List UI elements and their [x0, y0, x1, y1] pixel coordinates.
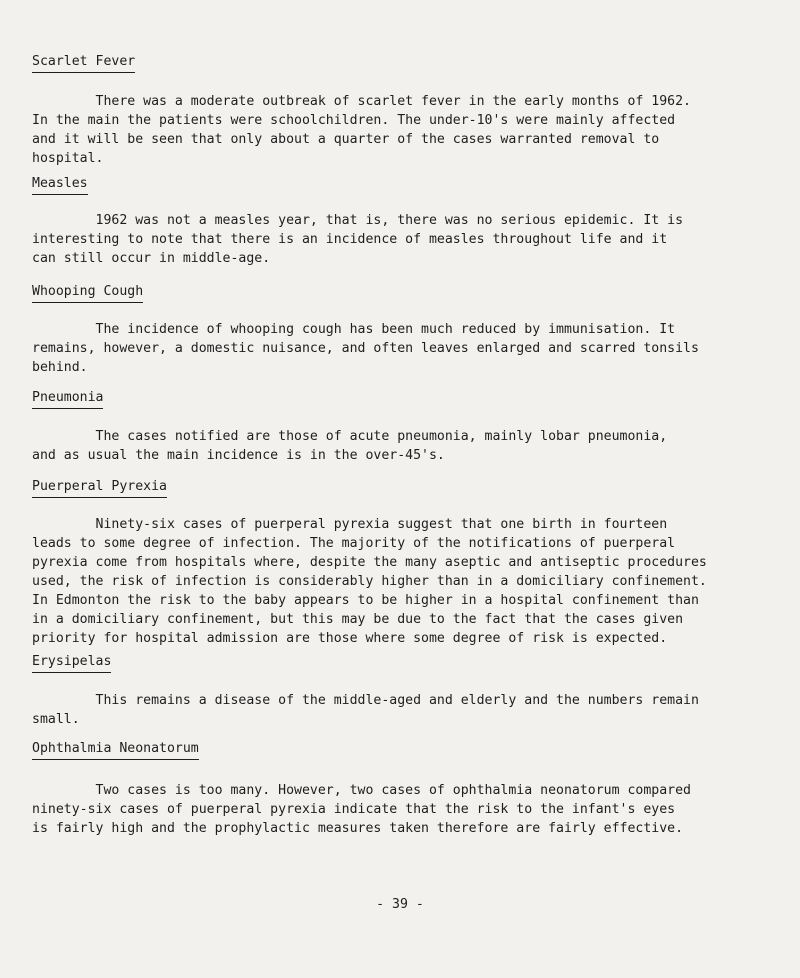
text-line: remains, however, a domestic nuisance, and often leaves enlarged and scarred tonsils: [32, 341, 699, 356]
text-line: The incidence of whooping cough has been much reduced by immunisation. It: [32, 322, 676, 337]
text-line: can still occur in middle-age.: [32, 251, 271, 266]
heading-measles: Measles: [32, 176, 88, 195]
paragraph-measles: [32, 211, 772, 268]
paragraph-erysipelas: [32, 691, 772, 729]
paragraph-whooping-cough: [32, 320, 772, 377]
heading-whooping-cough: Whooping Cough: [32, 284, 143, 303]
text-line: In the main the patients were schoolchildren. The under-10's were mainly affected: [32, 113, 676, 128]
text-line: and as usual the main incidence is in the over-45's.: [32, 448, 445, 463]
text-line: Two cases is too many. However, two cases of ophthalmia neonatorum compared: [32, 783, 691, 798]
paragraph-ophthalmia-neonatorum: [32, 781, 772, 838]
paragraph-pneumonia: [32, 427, 772, 465]
text-line: in a domiciliary confinement, but this may be due to the fact that the cases given: [32, 612, 684, 627]
text-line: behind.: [32, 360, 88, 375]
text-line: This remains a disease of the middle-aged and elderly and the numbers remain: [32, 693, 699, 708]
text-line: There was a moderate outbreak of scarlet fever in the early months of 1962.: [32, 94, 691, 109]
text-line: The cases notified are those of acute pneumonia, mainly lobar pneumonia,: [32, 429, 668, 444]
page-number: - 39 -: [376, 897, 424, 912]
text-line: interesting to note that there is an incidence of measles throughout life and it: [32, 232, 668, 247]
text-line: ninety-six cases of puerperal pyrexia indicate that the risk to the infant's eyes: [32, 802, 676, 817]
text-line: 1962 was not a measles year, that is, there was no serious epidemic. It is: [32, 213, 684, 228]
heading-scarlet-fever: Scarlet Fever: [32, 54, 135, 73]
text-line: pyrexia come from hospitals where, despite the many aseptic and antiseptic procedures: [32, 555, 707, 570]
text-line: small.: [32, 712, 80, 727]
heading-ophthalmia-neonatorum: Ophthalmia Neonatorum: [32, 741, 199, 760]
text-line: In Edmonton the risk to the baby appears to be higher in a hospital confinement than: [32, 593, 699, 608]
paragraph-scarlet-fever: [32, 92, 772, 168]
heading-pneumonia: Pneumonia: [32, 390, 103, 409]
text-line: used, the risk of infection is considerably higher than in a domiciliary confinement.: [32, 574, 707, 589]
text-line: is fairly high and the prophylactic measures taken therefore are fairly effective.: [32, 821, 684, 836]
heading-erysipelas: Erysipelas: [32, 654, 111, 673]
text-line: hospital.: [32, 151, 104, 166]
text-line: leads to some degree of infection. The majority of the notifications of puerperal: [32, 536, 676, 551]
text-line: and it will be seen that only about a quarter of the cases warranted removal to: [32, 132, 660, 147]
text-line: Ninety-six cases of puerperal pyrexia suggest that one birth in fourteen: [32, 517, 668, 532]
text-line: priority for hospital admission are those where some degree of risk is expected.: [32, 631, 668, 646]
heading-puerperal-pyrexia: Puerperal Pyrexia: [32, 479, 167, 498]
paragraph-puerperal-pyrexia: [32, 515, 772, 648]
